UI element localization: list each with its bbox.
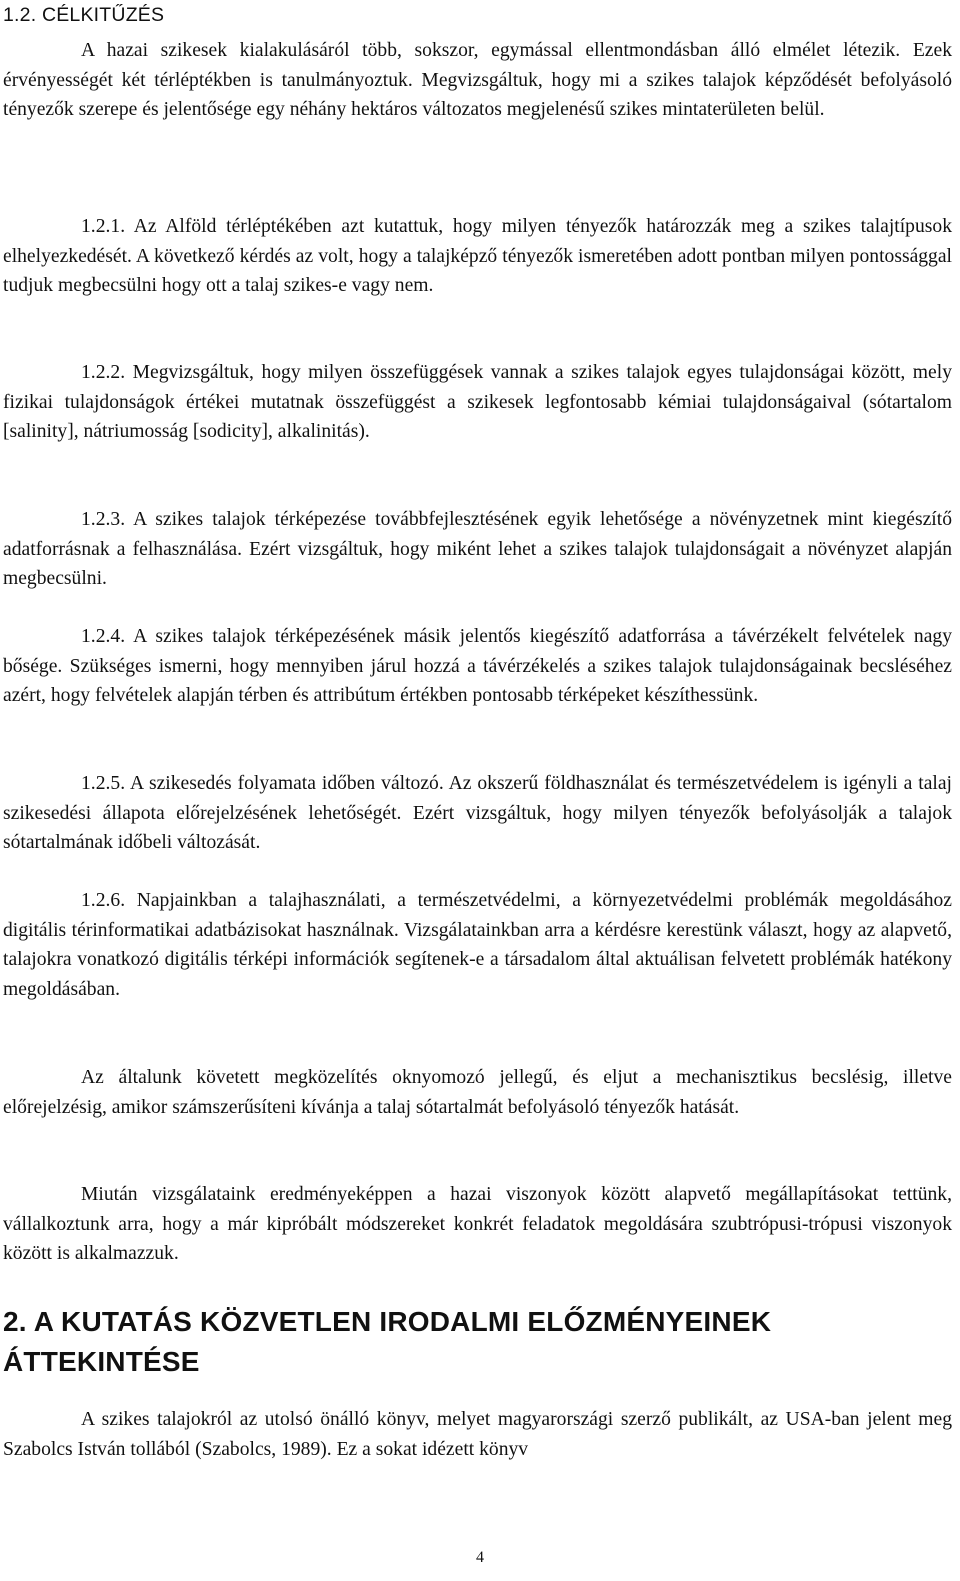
- paragraph-approach: Az általunk követett megközelítés oknyomozó jellegű, és eljut a mechanisztikus becslésig, illetve előrejelzésig, amikor számszerűsíteni kívánja a talaj sótartalmát befolyásoló tényezők hatását.: [3, 1067, 952, 1118]
- paragraph-intro-block: [3, 36, 952, 125]
- paragraph-1-2-3: 1.2.3. A szikes talajok térképezése továbbfejlesztésének egyik lehetősége a növényzetnek mint kiegészítő adatforrásnak a felhasználása. Ezért vizsgáltuk, hogy miként lehet a szikes talajok tulajdonságait a növényzet alapján megbecsülni.: [3, 509, 952, 589]
- paragraph-approach-block: [3, 1063, 952, 1122]
- chapter-heading-block: [3, 1302, 952, 1382]
- paragraph-1-2-6-block: [3, 886, 952, 1004]
- paragraph-application: Miután vizsgálataink eredményeképpen a hazai viszonyok között alapvető megállapításokat tettünk, vállalkoztunk arra, hogy a már kipróbált módszereket konkrét feladatok megoldására szubtrópusi-trópusi viszonyok között is alkalmazzuk.: [3, 1184, 952, 1264]
- paragraph-intro: A hazai szikesek kialakulásáról több, sokszor, egymással ellentmondásban álló elmélet létezik. Ezek érvényességét két térléptékben is tanulmányoztuk. Megvizsgáltuk, hogy mi a szikes talajok képződését befolyásoló tényezők szerepe és jelentősége egy néhány hektáros változatos megjelenésű szikes mintaterületen belül.: [3, 40, 952, 120]
- chapter-paragraph-block: [3, 1405, 952, 1464]
- paragraph-1-2-2-block: [3, 358, 952, 447]
- chapter-paragraph: A szikes talajokról az utolsó önálló könyv, melyet magyarországi szerző publikált, az USA-ban jelent meg Szabolcs István tollából (Szabolcs, 1989). Ez a sokat idézett könyv: [3, 1409, 952, 1460]
- paragraph-1-2-5: 1.2.5. A szikesedés folyamata időben változó. Az okszerű földhasználat és természetvédelem is igényli a talaj szikesedési állapota előrejelzésének lehetőségét. Ezért vizsgáltuk, hogy milyen tényezők befolyásolják a talajok sótartalmának időbeli változását.: [3, 773, 952, 853]
- page-number: 4: [476, 1549, 484, 1566]
- paragraph-1-2-6: 1.2.6. Napjainkban a talajhasználati, a természetvédelmi, a környezetvédelmi problémák megoldásához digitális térinformatikai adatbázisokat használnak. Vizsgálatainkban arra a kérdésre kerestünk választ, hogy az alapvető, talajokra vonatkozó digitális térképi információk segítenek-e a társadalom által aktuálisan felvetett problémák hatékony megoldásában.: [3, 890, 952, 1000]
- paragraph-1-2-3-block: [3, 505, 952, 594]
- chapter-heading: 2. A KUTATÁS KÖZVETLEN IRODALMI ELŐZMÉNYEINEK ÁTTEKINTÉSE: [3, 1306, 772, 1377]
- paragraph-1-2-2: 1.2.2. Megvizsgáltuk, hogy milyen összefüggések vannak a szikes talajok egyes tulajdonságai között, mely fizikai tulajdonságok értékei mutatnak összefüggést a szikesek legfontosabb kémiai tulajdonságaival (sótartalom [salinity], nátriumosság [sodicity], alkalinitás).: [3, 362, 952, 442]
- section-heading: 1.2. CÉLKITŰZÉS: [3, 4, 165, 26]
- paragraph-1-2-4-block: [3, 622, 952, 711]
- section-heading-block: [3, 3, 952, 27]
- paragraph-1-2-4: 1.2.4. A szikes talajok térképezésének másik jelentős kiegészítő adatforrása a távérzékelt felvételek nagy bősége. Szükséges ismerni, hogy mennyiben járul hozzá a távérzékelés a szikes talajok tulajdonságainak becsléséhez azért, hogy felvételek alapján térben és attribútum értékben pontosabb térképeket készíthessünk.: [3, 626, 952, 706]
- paragraph-1-2-1-block: [3, 212, 952, 301]
- paragraph-application-block: [3, 1180, 952, 1269]
- paragraph-1-2-5-block: [3, 769, 952, 858]
- paragraph-1-2-1: 1.2.1. Az Alföld térléptékében azt kutattuk, hogy milyen tényezők határozzák meg a szikes talajtípusok elhelyezkedését. A következő kérdés az volt, hogy a talajképző tényezők ismeretében adott pontban milyen pontossággal tudjuk megbecsülni hogy ott a talaj szikes-e vagy nem.: [3, 216, 952, 296]
